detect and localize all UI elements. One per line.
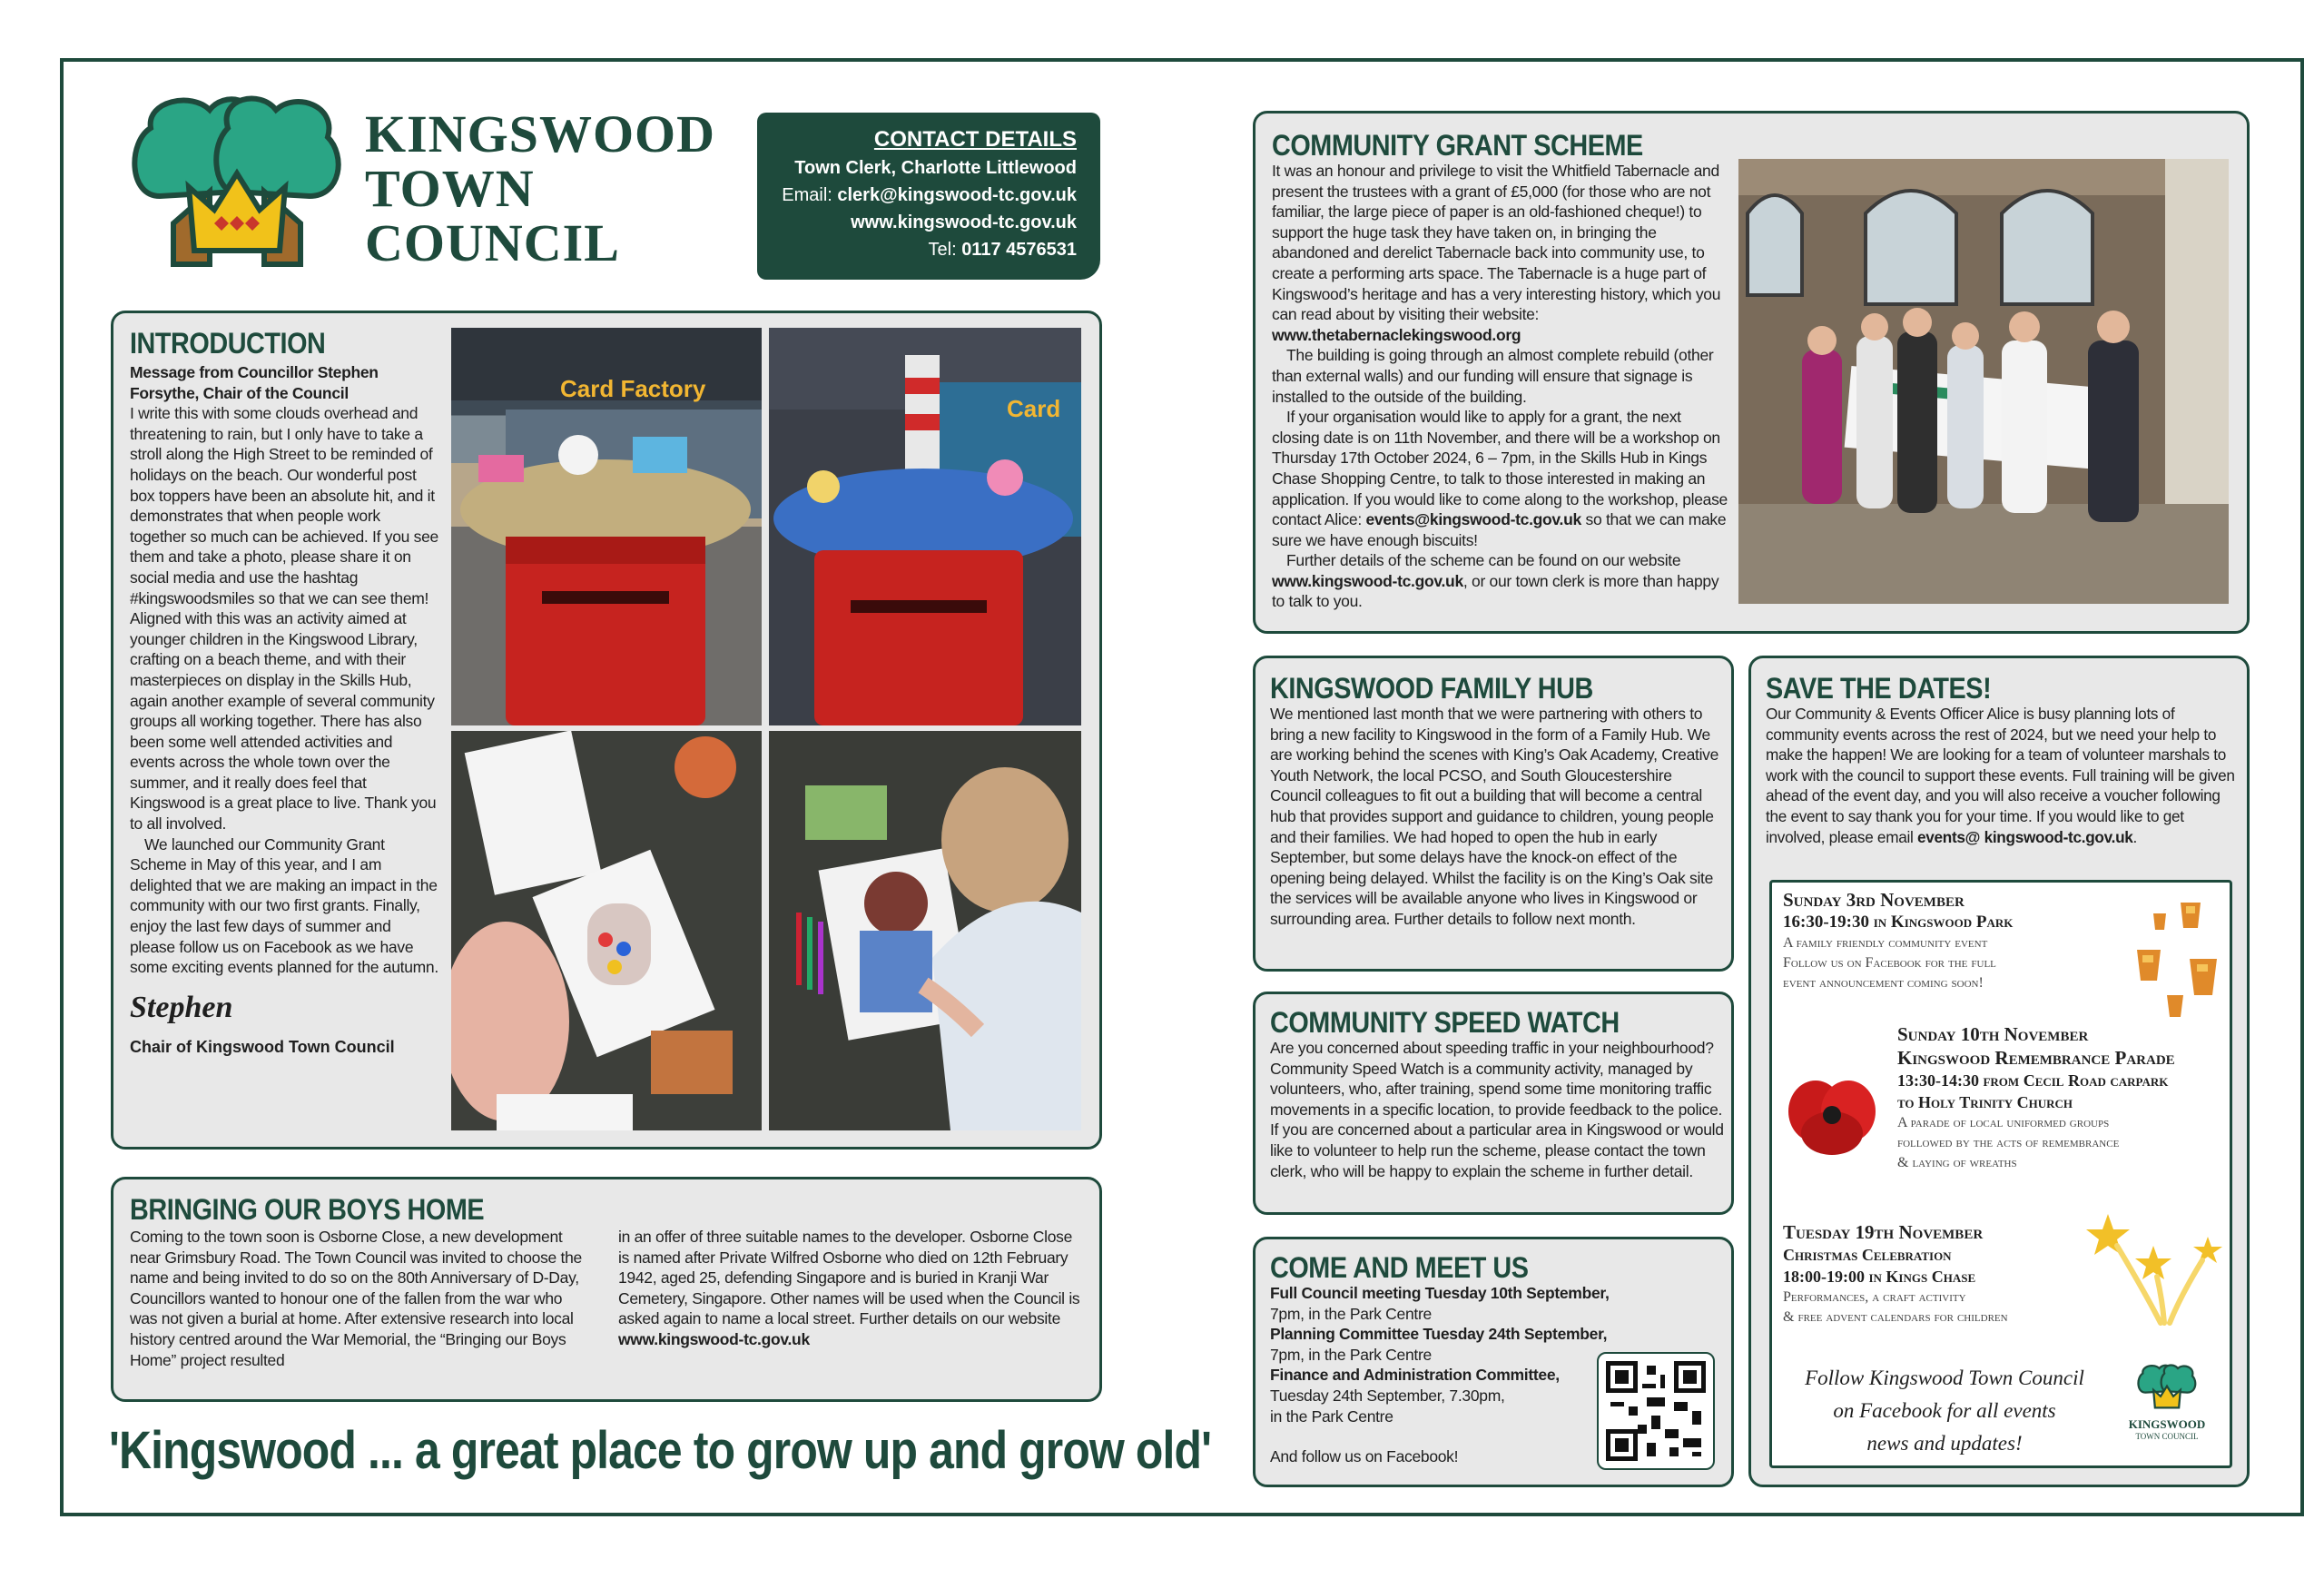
contact-title: CONTACT DETAILS — [873, 127, 1077, 152]
follow-facebook-note — [1781, 1362, 2108, 1460]
event-3 — [1783, 1220, 2092, 1327]
speed-watch-heading: COMMUNITY SPEED WATCH — [1270, 1006, 1620, 1039]
meeting-detail: in the Park Centre — [1270, 1406, 1393, 1426]
contact-email-link[interactable]: clerk@kingswood-tc.gov.uk — [837, 185, 1077, 205]
signature: Stephen — [130, 990, 233, 1024]
meeting-title: Full Council meeting Tuesday 10th September, — [1270, 1284, 1610, 1302]
stars-icon — [2081, 1209, 2226, 1327]
event-time: 18:00-19:00 in Kings Chase — [1783, 1268, 1976, 1286]
boys-home-panel — [111, 1177, 1102, 1402]
event-name: Kingswood Remembrance Parade — [1897, 1047, 2175, 1069]
save-the-dates-intro: Our Community & Events Officer Alice is busy planning lots of community events across the rest of 2024, but we need your help to make the happen! We are looking for a team of volunteer marshals to work with the council to support these events. Full training will be given ahead of the event day, and you will also receive a voucher following the event to say thank you for your time. If you would like to get involved, please email events@ kingswood-tc.gov.uk. — [1766, 705, 2235, 846]
grant-heading: COMMUNITY GRANT SCHEME — [1272, 129, 1643, 162]
council-name-line: KINGSWOOD — [365, 104, 716, 163]
save-dates-text: Our Community & Events Officer Alice is busy planning lots of community events across the rest of 2024, but we need your help to make the happen! We are looking for a team of volunteer marshals to work with the council to support these events. Full training will be given ahead of the event day, and you will also receive a voucher following the event to say thank you for your time. If you would like to get involved, please email — [1766, 705, 2235, 846]
event-time: 13:30-14:30 from Cecil Road carpark — [1897, 1071, 2169, 1090]
family-hub-panel — [1253, 656, 1734, 972]
contact-tel-row — [757, 236, 1077, 263]
meeting-title: Planning Committee Tuesday 24th September, — [1270, 1325, 1608, 1344]
council-name-line: COUNCIL — [365, 213, 620, 272]
introduction-panel — [111, 311, 1102, 1150]
follow-line: news and updates! — [1866, 1432, 2023, 1455]
intro-subtitle: Message from Councillor Stephen — [130, 363, 379, 381]
tel-label: Tel: — [928, 240, 962, 260]
tabernacle-link-text[interactable]: www.thetabernaclekingswood.org — [1272, 325, 1521, 344]
event-detail: Performances, a craft activity — [1783, 1289, 1966, 1305]
grant-paragraph — [1272, 550, 1729, 612]
meeting-detail: 7pm, in the Park Centre — [1270, 1304, 1432, 1323]
meeting-detail: Tuesday 24th September, 7.30pm, — [1270, 1386, 1505, 1405]
grant-paragraph — [1272, 407, 1729, 550]
meeting-detail: 7pm, in the Park Centre — [1270, 1345, 1432, 1364]
facebook-prompt: And follow us on Facebook! — [1270, 1447, 1459, 1466]
poppy-icon — [1785, 1071, 1879, 1159]
council-logo — [123, 87, 350, 269]
boys-home-heading: BRINGING OUR BOYS HOME — [130, 1193, 485, 1226]
follow-line: Follow Kingswood Town Council — [1805, 1367, 2084, 1389]
qr-code[interactable] — [1597, 1352, 1715, 1470]
events-box — [1769, 880, 2232, 1468]
tabernacle-cheque-photo — [1738, 159, 2229, 604]
photo-sign-text: Card — [1007, 395, 1061, 422]
contact-details-box — [757, 113, 1100, 280]
grant-panel — [1253, 111, 2250, 634]
event-date: Sunday 3rd November — [1783, 889, 1965, 911]
lantern-icon — [2117, 895, 2226, 1022]
grant-paragraph: The building is going through an almost complete rebuild (other than external walls) and our funding will ensure that signage is installed to the outside of the building. — [1272, 346, 1714, 406]
chair-line: Chair of Kingswood Town Council — [130, 1037, 395, 1056]
contact-website-link[interactable]: www.kingswood-tc.gov.uk — [851, 212, 1077, 232]
email-label: Email: — [782, 185, 838, 205]
introduction-heading: INTRODUCTION — [130, 327, 326, 360]
mini-logo-text: TOWN COUNCIL — [2135, 1432, 2199, 1441]
event-1 — [1783, 888, 2110, 993]
council-name-line: TOWN — [365, 159, 535, 218]
meeting-title: Finance and Administration Committee, — [1270, 1366, 1560, 1385]
event-name: Christmas Celebration — [1783, 1246, 1952, 1264]
postbox-photo-2 — [769, 328, 1081, 725]
event-2 — [1897, 1022, 2233, 1173]
mini-logo — [2117, 1362, 2217, 1462]
save-the-dates-heading: SAVE THE DATES! — [1766, 672, 1992, 705]
grant-text: If your organisation would like to apply for a grant, the next closing date is on 11th November, and there will be a workshop on Thursday 17th October 2024, 6 – 7pm, in the Skills Hub in Kings Chase Shopping Centre, to talk to those interested in making an application. If you would like to come along to the workshop, please contact Alice: — [1272, 408, 1728, 529]
meet-us-heading: COME AND MEET US — [1270, 1251, 1529, 1284]
event-detail: A family friendly community event — [1783, 935, 1988, 951]
boys-home-col2 — [618, 1227, 1083, 1350]
tabernacle-link[interactable] — [1272, 325, 1729, 346]
events-email-link[interactable]: events@kingswood-tc.gov.uk — [1365, 510, 1581, 529]
tel-number: 0117 4576531 — [961, 240, 1077, 260]
event-place: to Holy Trinity Church — [1897, 1093, 2073, 1111]
grant-text: , or our town clerk is more than happy to talk to you. — [1272, 571, 1719, 611]
intro-subtitle: Forsythe, Chair of the Council — [130, 383, 349, 402]
contact-email-row — [757, 182, 1077, 209]
slogan: 'Kingswood ... a great place to grow up and grow old' — [109, 1421, 1212, 1480]
craft-photo-1 — [451, 731, 762, 1130]
speed-watch-text: Are you concerned about speeding traffic in your neighbourhood? Community Speed Watch is a community activity, managed by volunteers, who, after training, spend some time monitoring traffic movements in a specific location, to provide feedback to the police. If you are concerned about a particular area in Kingswood or would like to volunteer to help run the scheme, please contact the town clerk, who will be happy to explain the scheme in further detail. — [1270, 1039, 1724, 1180]
event-detail: event announcement coming soon! — [1783, 975, 1984, 991]
council-name — [365, 104, 716, 272]
photo-sign-text: Card Factory — [560, 375, 706, 402]
mini-logo-text: KINGSWOOD — [2128, 1417, 2206, 1431]
event-time: 16:30-19:30 in Kingswood Park — [1783, 913, 2014, 932]
follow-line: on Facebook for all events — [1833, 1399, 2056, 1422]
speed-watch-panel — [1253, 992, 1734, 1215]
website-link[interactable]: www.kingswood-tc.gov.uk — [618, 1329, 810, 1348]
town-clerk: Town Clerk, Charlotte Littlewood — [794, 158, 1077, 178]
meet-us-panel — [1253, 1237, 1734, 1487]
family-hub-text: We mentioned last month that we were partnering with others to bring a new facility to Kingswood in the form of a Family Hub. We are working behind the scenes with King’s Oak Academy, Creative Youth Network, the local PCSO, and South Gloucestershire Council colleagues to fit out a building that will become a central hub that provides support and guidance to children, young people and their families. We had hoped to open the hub in early September, but some delays have the knock-on effect of the opening being delayed. Whilst the facility is on the King’s Oak site the services will be available anyone who lives in Kingswood or surrounding area. Further details to follow next month. — [1270, 705, 1719, 928]
event-detail: followed by the acts of remembrance — [1897, 1135, 2120, 1150]
event-date: Sunday 10th November — [1897, 1023, 2089, 1045]
intro-paragraph: We launched our Community Grant Scheme in May of this year, and I am delighted that we are making an impact in the community with our two first grants. Finally, enjoy the last few days of summer and please follow us on Facebook as we have some exciting events planned for the autumn. — [130, 834, 438, 977]
website-link[interactable]: www.kingswood-tc.gov.uk — [1272, 571, 1463, 590]
intro-paragraph: I write this with some clouds overhead and threatening to rain, but I only have to take a stroll along the High Street to be reminded of holidays on the beach. Our wonderful post box toppers have been an absolute hit, and it demonstrates that when people work together so much can be achieved. If you see them and take a photo, please share it on social media and use the hashtag #kingswoodsmiles so that we can see them! Aligned with this was an activity aimed at younger children in the Kingswood Library, crafting on a beach theme, and with their masterpieces on display in the Skills Hub, again another example of several community groups all working together. There has also been some well attended activities and events across the whole town over the summer, and it really does feel that Kingswood is a great place to live. Thank you to all involved. — [130, 404, 438, 834]
event-detail: A parade of local uniformed groups — [1897, 1115, 2110, 1130]
postbox-photo-1 — [451, 328, 762, 725]
grant-text: so that we can make sure we have enough biscuits! — [1272, 510, 1727, 549]
event-detail: & laying of wreaths — [1897, 1155, 2017, 1170]
boys-home-col1: Coming to the town soon is Osborne Close, a new development near Grimsbury Road. The Town Council was invited to choose the name and being invited to do so on the 80th Anniversary of D-Day, Councillors wanted to honour one of the fallen from the war who was not given a burial at home. After extensive research into local history centred around the War Memorial, the “Bringing our Boys Home” project resulted — [130, 1228, 582, 1369]
grant-paragraph: It was an honour and privilege to visit the Whitfield Tabernacle and present the trustees with a grant of £5,000 (for those who are not familiar, the large piece of paper is an old-fashioned cheque!) to support the huge task they have taken on, in bringing the abandoned and derelict Tabernacle back into community use, to create a performing arts space. The Tabernacle is a huge part of Kingswood’s heritage and has a very interesting history, which you can read about by visiting their website: — [1272, 162, 1721, 324]
event-date: Tuesday 19th November — [1783, 1221, 1984, 1243]
event-detail: & free advent calendars for children — [1783, 1309, 2008, 1325]
grant-text: Further details of the scheme can be found on our website — [1286, 551, 1681, 570]
family-hub-heading: KINGSWOOD FAMILY HUB — [1270, 672, 1593, 705]
craft-photo-2 — [769, 731, 1081, 1130]
save-the-dates-panel — [1748, 656, 2250, 1487]
events-email-link[interactable]: events@ kingswood-tc.gov.uk — [1916, 827, 2133, 846]
event-detail: Follow us on Facebook for the full — [1783, 955, 1996, 971]
boys-home-text: in an offer of three suitable names to the developer. Osborne Close is named after Private Wilfred Osborne who died on 12th February 1942, aged 25, defending Singapore and is buried in Kranji War Cemetery, Singapore. Other names will be used when the Council is asked again to name a local street. Further details on our website — [618, 1228, 1080, 1328]
